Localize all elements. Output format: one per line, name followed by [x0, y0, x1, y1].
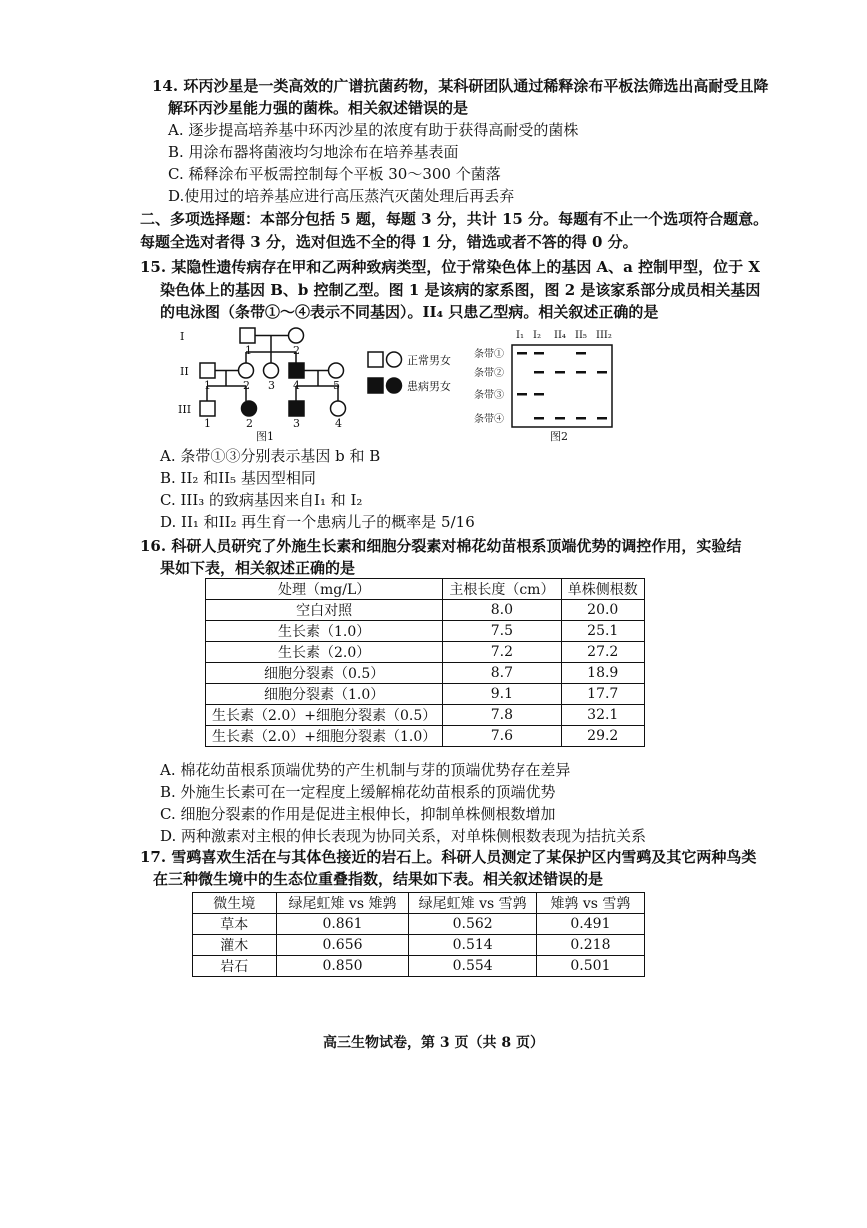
- q16-option-a: A. 棉花幼苗根系顶端优势的产生机制与芽的顶端优势存在差异: [160, 761, 571, 779]
- figure-2-caption: 图2: [550, 430, 568, 443]
- table-cell: 32.1: [561, 705, 644, 726]
- table-cell: 7.2: [443, 642, 561, 663]
- q16-stem-line-2: 果如下表，相关叙述正确的是: [160, 559, 356, 577]
- q15-stem-line-2: 染色体上的基因 B、b 控制乙型。图 1 是该病的家系图，图 2 是该家系部分成员相关基因: [160, 281, 761, 299]
- q15-stem-line-1: 15. 某隐性遗传病存在甲和乙两种致病类型，位于常染色体上的基因 A、a 控制甲型，位于 X: [140, 258, 760, 276]
- q14-option-d: D.使用过的培养基应进行高压蒸汽灭菌处理后再丢弃: [168, 187, 515, 205]
- pedigree-iii3-male-affected: [289, 401, 304, 416]
- q14-stem-line-1: 14. 环丙沙星是一类高效的广谱抗菌药物，某科研团队通过稀释涂布平板法筛选出高耐受且降: [152, 77, 769, 95]
- q15-option-c: C. III₃ 的致病基因来自I₁ 和 I₂: [160, 491, 363, 509]
- table-cell: 岩石: [193, 956, 277, 977]
- legend-normal-label: 正常男女: [407, 354, 451, 367]
- q16-option-d: D. 两种激素对主根的伸长表现为协同关系，对单株侧根数表现为拮抗关系: [160, 827, 647, 845]
- gel-column-label: I₁: [516, 330, 524, 341]
- section-2-heading: 二、多项选择题：本部分包括 5 题，每题 3 分，共计 15 分。每题有不止一个选项符合题意。: [140, 210, 769, 228]
- pedigree-iii4-female: [331, 401, 346, 416]
- table-header-cell: 绿尾虹雉 vs 雉鹑: [276, 893, 409, 914]
- gel-band-mark: [534, 352, 544, 355]
- table-cell: 20.0: [561, 600, 644, 621]
- pedigree-num: 4: [335, 417, 342, 430]
- gel-band-mark: [597, 417, 607, 420]
- pedigree-i2-female: [289, 328, 304, 343]
- table-cell: 0.861: [276, 914, 409, 935]
- figure-1-caption: 图1: [256, 430, 274, 443]
- gel-column-label: II₄: [554, 330, 566, 341]
- q14-option-a: A. 逐步提高培养基中环丙沙星的浓度有助于获得高耐受的菌株: [168, 121, 579, 139]
- table-cell: 0.554: [409, 956, 536, 977]
- pedigree-gen-label-3: III: [178, 403, 192, 416]
- q16-option-c: C. 细胞分裂素的作用是促进主根伸长，抑制单株侧根数增加: [160, 805, 556, 823]
- table-cell: 29.2: [561, 726, 644, 747]
- page-footer: 高三生物试卷，第 3 页（共 8 页）: [323, 1035, 544, 1051]
- gel-band-mark: [534, 417, 544, 420]
- table-row: [206, 642, 645, 663]
- q17-overlap-table: [192, 892, 645, 977]
- table-cell: 生长素（2.0）: [206, 642, 443, 663]
- gel-band-label: 条带③: [474, 390, 504, 401]
- pedigree-ii1-male: [200, 363, 215, 378]
- pedigree-iii1-male: [200, 401, 215, 416]
- gel-band-mark: [517, 393, 527, 396]
- table-cell: 细胞分裂素（0.5）: [206, 663, 443, 684]
- gel-column-label: I₂: [533, 330, 541, 341]
- q15-option-d: D. II₁ 和II₂ 再生育一个患病儿子的概率是 5/16: [160, 513, 475, 531]
- table-header-row: [193, 893, 645, 914]
- table-cell: 0.656: [276, 935, 409, 956]
- legend-normal-male-icon: [368, 352, 383, 367]
- table-cell: 8.0: [443, 600, 561, 621]
- table-cell: 0.850: [276, 956, 409, 977]
- pedigree-i1-male: [240, 328, 255, 343]
- electrophoresis-figure-2: [472, 322, 622, 444]
- gel-band-mark: [576, 371, 586, 374]
- table-cell: 0.501: [536, 956, 644, 977]
- table-cell: 9.1: [443, 684, 561, 705]
- table-row: [206, 600, 645, 621]
- table-row: [206, 621, 645, 642]
- legend-normal-female-icon: [387, 352, 402, 367]
- legend-affected-label: 患病男女: [407, 380, 451, 393]
- section-2-scoring: 每题全选对者得 3 分，选对但选不全的得 1 分，错选或者不答的得 0 分。: [140, 233, 638, 251]
- gel-frame: [512, 345, 612, 427]
- gel-band-mark: [576, 417, 586, 420]
- table-header-cell: 主根长度（cm）: [443, 579, 561, 600]
- legend-affected-female-icon: [387, 378, 402, 393]
- table-header-row: [206, 579, 645, 600]
- gel-band-label: 条带①: [474, 349, 504, 360]
- pedigree-num: 5: [333, 379, 340, 392]
- pedigree-ii2-female: [239, 363, 254, 378]
- gel-column-label: II₅: [575, 330, 587, 341]
- pedigree-num: 4: [293, 379, 300, 392]
- table-cell: 0.218: [536, 935, 644, 956]
- q16-results-table: [205, 578, 645, 747]
- pedigree-ii4-male-affected: [289, 363, 304, 378]
- table-cell: 生长素（2.0）+细胞分裂素（0.5）: [206, 705, 443, 726]
- pedigree-num: 2: [243, 379, 250, 392]
- table-cell: 0.491: [536, 914, 644, 935]
- pedigree-num: 1: [204, 379, 211, 392]
- table-row: [206, 684, 645, 705]
- table-cell: 0.514: [409, 935, 536, 956]
- gel-band-mark: [517, 352, 527, 355]
- pedigree-num: 3: [268, 379, 275, 392]
- q17-stem-line-1: 17. 雪鹀喜欢生活在与其体色接近的岩石上。科研人员测定了某保护区内雪鹀及其它两种鸟类: [140, 848, 757, 866]
- q15-option-a: A. 条带①③分别表示基因 b 和 B: [160, 447, 381, 465]
- q16-option-b: B. 外施生长素可在一定程度上缓解棉花幼苗根系的顶端优势: [160, 783, 556, 801]
- table-row: [206, 726, 645, 747]
- gel-column-label: III₂: [596, 330, 612, 341]
- pedigree-num: 1: [204, 417, 211, 430]
- table-cell: 8.7: [443, 663, 561, 684]
- table-cell: 灌木: [193, 935, 277, 956]
- q14-option-b: B. 用涂布器将菌液均匀地涂布在培养基表面: [168, 143, 459, 161]
- table-cell: 27.2: [561, 642, 644, 663]
- gel-band-mark: [534, 371, 544, 374]
- pedigree-num: 3: [293, 417, 300, 430]
- table-cell: 7.6: [443, 726, 561, 747]
- pedigree-legend: [366, 348, 476, 398]
- q16-stem-line-1: 16. 科研人员研究了外施生长素和细胞分裂素对棉花幼苗根系顶端优势的调控作用，实验结: [140, 537, 742, 555]
- pedigree-num: 2: [293, 344, 300, 357]
- gel-band-mark: [555, 371, 565, 374]
- q15-option-b: B. II₂ 和II₅ 基因型相同: [160, 469, 316, 487]
- gel-band-mark: [597, 371, 607, 374]
- table-cell: 25.1: [561, 621, 644, 642]
- pedigree-iii2-female-affected: [242, 401, 257, 416]
- pedigree-num: 1: [245, 344, 252, 357]
- table-cell: 草本: [193, 914, 277, 935]
- table-cell: 7.8: [443, 705, 561, 726]
- gel-band-mark: [576, 352, 586, 355]
- gel-band-mark: [555, 417, 565, 420]
- pedigree-gen-label-2: II: [180, 365, 189, 378]
- table-cell: 0.562: [409, 914, 536, 935]
- q14-stem-line-2: 解环丙沙星能力强的菌株。相关叙述错误的是: [168, 99, 469, 117]
- pedigree-ii3-female: [264, 363, 279, 378]
- table-row: [193, 935, 645, 956]
- table-header-cell: 微生境: [193, 893, 277, 914]
- table-cell: 18.9: [561, 663, 644, 684]
- table-cell: 生长素（2.0）+细胞分裂素（1.0）: [206, 726, 443, 747]
- q15-stem-line-3: 的电泳图（条带①～④表示不同基因）。II₄ 只患乙型病。相关叙述正确的是: [160, 303, 659, 321]
- table-header-cell: 雉鹑 vs 雪鹑: [536, 893, 644, 914]
- table-header-cell: 单株侧根数: [561, 579, 644, 600]
- pedigree-figure-1: [160, 322, 360, 444]
- table-row: [193, 956, 645, 977]
- table-row: [206, 663, 645, 684]
- legend-affected-male-icon: [368, 378, 383, 393]
- pedigree-ii5-female: [329, 363, 344, 378]
- q17-stem-line-2: 在三种微生境中的生态位重叠指数，结果如下表。相关叙述错误的是: [153, 870, 604, 888]
- pedigree-gen-label-1: I: [180, 330, 185, 343]
- table-cell: 空白对照: [206, 600, 443, 621]
- pedigree-num: 2: [246, 417, 253, 430]
- table-cell: 生长素（1.0）: [206, 621, 443, 642]
- gel-band-label: 条带②: [474, 368, 504, 379]
- gel-band-label: 条带④: [474, 414, 504, 425]
- table-header-cell: 绿尾虹雉 vs 雪鹑: [409, 893, 536, 914]
- table-row: [206, 705, 645, 726]
- q14-option-c: C. 稀释涂布平板需控制每个平板 30～300 个菌落: [168, 165, 501, 183]
- table-header-cell: 处理（mg/L）: [206, 579, 443, 600]
- table-cell: 17.7: [561, 684, 644, 705]
- table-cell: 7.5: [443, 621, 561, 642]
- table-cell: 细胞分裂素（1.0）: [206, 684, 443, 705]
- table-row: [193, 914, 645, 935]
- gel-band-mark: [534, 393, 544, 396]
